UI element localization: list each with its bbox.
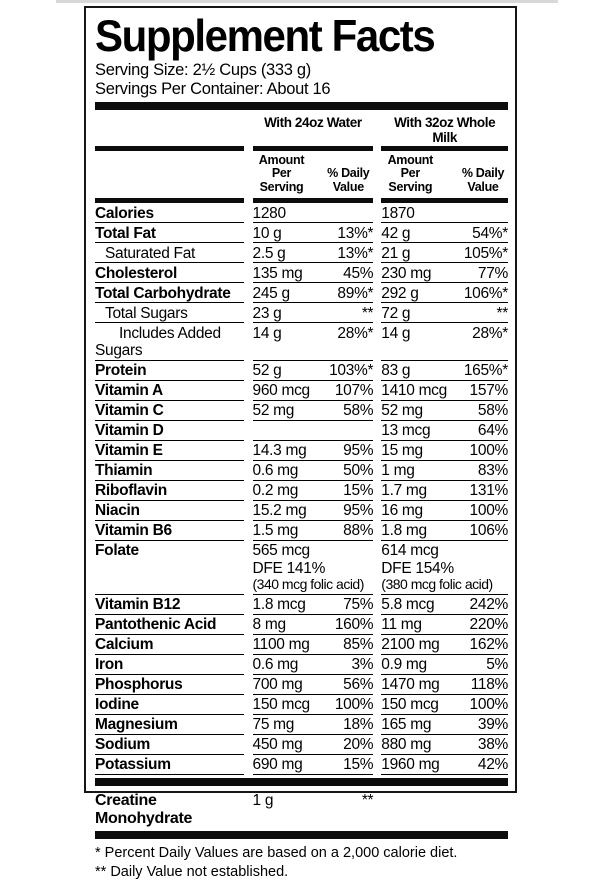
nutrient-row bbox=[95, 521, 508, 541]
nutrient-name: Vitamin C bbox=[95, 402, 164, 420]
panel-title: Supplement Facts bbox=[95, 10, 435, 61]
nutrient-row bbox=[95, 421, 508, 441]
nutrient-row bbox=[95, 595, 508, 615]
milk-cell bbox=[381, 655, 508, 675]
milk-cell bbox=[381, 421, 508, 441]
nutrient-name: Niacin bbox=[95, 502, 140, 520]
milk-daily-value: 100% bbox=[469, 442, 508, 460]
water-cell bbox=[253, 203, 374, 223]
nutrient-row bbox=[95, 381, 508, 401]
water-amount: 0.6 mg bbox=[252, 462, 299, 480]
water-cell bbox=[253, 541, 374, 595]
water-cell bbox=[253, 303, 374, 323]
nutrient-name: Vitamin D bbox=[95, 422, 164, 440]
milk-amount: 5.8 mcg bbox=[381, 596, 435, 614]
water-amount: 700 mg bbox=[252, 676, 303, 694]
nutrient-name: Protein bbox=[95, 362, 147, 380]
water-daily-value: 13%* bbox=[337, 244, 374, 262]
nutrient-row bbox=[95, 501, 508, 521]
water-cell bbox=[253, 635, 374, 655]
water-cell bbox=[253, 421, 374, 441]
milk-cell bbox=[381, 243, 508, 263]
milk-amount: 1470 mg bbox=[381, 676, 440, 694]
water-amount: 960 mcg bbox=[252, 382, 310, 400]
milk-cell bbox=[381, 695, 508, 715]
water-daily-value: 58% bbox=[343, 402, 374, 420]
milk-cell bbox=[381, 481, 508, 501]
nutrient-row bbox=[95, 615, 508, 635]
servings-per-container-text: Servings Per Container: About 16 bbox=[95, 79, 331, 98]
milk-daily-value: 5% bbox=[486, 656, 508, 674]
milk-amount: 1 mg bbox=[381, 462, 415, 480]
nutrient-name: Potassium bbox=[95, 756, 171, 774]
milk-cell bbox=[381, 381, 508, 401]
nutrient-name: Cholesterol bbox=[95, 264, 177, 282]
water-amount: 52 g bbox=[252, 362, 282, 380]
milk-cell bbox=[381, 715, 508, 735]
footnotes bbox=[95, 842, 508, 881]
column-group-headers bbox=[95, 113, 508, 146]
milk-cell bbox=[381, 283, 508, 303]
nutrient-rows bbox=[95, 203, 508, 775]
nutrient-name: Sodium bbox=[95, 736, 151, 754]
milk-amount: 1.7 mg bbox=[381, 482, 427, 500]
milk-amount: 52 mg bbox=[381, 402, 423, 420]
milk-amount: 230 mg bbox=[381, 264, 432, 282]
nutrient-name: Includes Added Sugars bbox=[95, 324, 221, 360]
nutrient-name: Total Sugars bbox=[105, 304, 188, 322]
milk-daily-value: 157% bbox=[469, 382, 508, 400]
milk-daily-value: 38% bbox=[477, 736, 508, 754]
supplement-facts-panel bbox=[84, 6, 517, 880]
nutrient-row bbox=[95, 401, 508, 421]
nutrient-row bbox=[95, 203, 508, 223]
milk-amount: 1960 mg bbox=[381, 756, 440, 774]
milk-daily-value: 83% bbox=[477, 462, 508, 480]
divider-thick-top bbox=[95, 102, 508, 110]
milk-daily-value: 118% bbox=[470, 676, 508, 694]
water-cell bbox=[253, 615, 374, 635]
milk-daily-value: DFE 154% bbox=[381, 559, 454, 577]
nutrient-row bbox=[95, 223, 508, 243]
nutrient-name: Calories bbox=[95, 204, 154, 222]
milk-cell bbox=[381, 401, 508, 421]
water-daily-value: DFE 141% bbox=[252, 559, 326, 577]
water-daily-value: 107% bbox=[334, 382, 374, 400]
folic-acid-note: (340 mcg folic acid) bbox=[252, 576, 364, 593]
milk-amount: 292 g bbox=[381, 284, 419, 302]
milk-amount: 83 g bbox=[381, 362, 411, 380]
milk-amount: 21 g bbox=[381, 244, 411, 262]
water-amount: 2.5 g bbox=[252, 244, 286, 262]
nutrient-name: Total Fat bbox=[95, 224, 156, 242]
water-cell bbox=[253, 381, 374, 401]
milk-daily-value: 131% bbox=[469, 482, 508, 500]
nutrient-name: Vitamin B12 bbox=[95, 596, 181, 614]
nutrient-name: Iron bbox=[95, 656, 124, 674]
milk-cell bbox=[381, 361, 508, 381]
milk-daily-value: 242% bbox=[469, 596, 508, 614]
water-cell bbox=[253, 441, 374, 461]
water-cell bbox=[253, 655, 374, 675]
milk-cell bbox=[381, 303, 508, 323]
nutrient-name: Calcium bbox=[95, 636, 154, 654]
water-cell bbox=[253, 715, 374, 735]
nutrient-name: Magnesium bbox=[95, 716, 178, 734]
water-daily-value: 88% bbox=[343, 522, 374, 540]
milk-amount: 14 g bbox=[381, 324, 411, 342]
nutrient-row bbox=[95, 481, 508, 501]
water-cell bbox=[253, 481, 374, 501]
nutrient-row bbox=[95, 675, 508, 695]
water-cell bbox=[253, 223, 374, 243]
water-cell bbox=[253, 501, 374, 521]
milk-daily-value: 28%* bbox=[472, 324, 508, 342]
subheader-spacer bbox=[95, 151, 244, 199]
footnote-daily-values: * Percent Daily Values are based on a 2,000 calorie diet. bbox=[95, 845, 458, 862]
water-amount: 15.2 mg bbox=[252, 502, 307, 520]
water-daily-value: 15% bbox=[343, 756, 374, 774]
milk-daily-value: 77% bbox=[477, 264, 508, 282]
milk-cell bbox=[381, 461, 508, 481]
milk-daily-value: 162% bbox=[469, 636, 508, 654]
divider-thick-bottom bbox=[95, 831, 508, 839]
water-cell bbox=[253, 521, 374, 541]
milk-cell bbox=[381, 595, 508, 615]
nutrient-row bbox=[95, 283, 508, 303]
milk-amount: 880 mg bbox=[381, 736, 432, 754]
milk-daily-value: 100% bbox=[469, 502, 508, 520]
water-daily-value: 20% bbox=[343, 736, 374, 754]
divider-thick-mid bbox=[95, 778, 508, 786]
milk-cell bbox=[381, 675, 508, 695]
water-amount: 1.8 mcg bbox=[252, 596, 306, 614]
milk-daily-value: 100% bbox=[469, 696, 508, 714]
water-cell bbox=[253, 361, 374, 381]
milk-cell bbox=[381, 735, 508, 755]
milk-cell bbox=[381, 263, 508, 283]
milk-cell bbox=[381, 541, 508, 595]
water-amount: 8 mg bbox=[252, 616, 286, 634]
water-daily-value-label: % Daily Value bbox=[327, 166, 370, 194]
nutrient-row bbox=[95, 715, 508, 735]
water-daily-value: 50% bbox=[343, 462, 374, 480]
water-daily-value: 3% bbox=[351, 656, 374, 674]
water-daily-value: 95% bbox=[343, 502, 374, 520]
water-daily-value: 28%* bbox=[337, 324, 374, 342]
water-amount: 245 g bbox=[252, 284, 290, 302]
milk-cell bbox=[381, 223, 508, 243]
milk-amount: 2100 mg bbox=[381, 636, 440, 654]
milk-column-header: With 32oz Whole Milk bbox=[394, 114, 496, 145]
nutrient-row bbox=[95, 755, 508, 775]
milk-amount: 1.8 mg bbox=[381, 522, 427, 540]
nutrient-name: Riboflavin bbox=[95, 482, 167, 500]
milk-cell bbox=[381, 755, 508, 775]
milk-daily-value-label: % Daily Value bbox=[461, 166, 505, 194]
water-daily-value: 15% bbox=[343, 482, 374, 500]
water-amount: 75 mg bbox=[252, 716, 295, 734]
water-cell bbox=[253, 243, 374, 263]
water-subheader bbox=[253, 151, 374, 199]
header-spacer bbox=[95, 113, 244, 146]
water-daily-value: 56% bbox=[343, 676, 374, 694]
nutrient-name: Vitamin A bbox=[95, 382, 163, 400]
nutrient-row bbox=[95, 323, 508, 361]
water-daily-value: 45% bbox=[343, 264, 374, 282]
water-daily-value: 89%* bbox=[337, 284, 374, 302]
milk-cell bbox=[381, 615, 508, 635]
milk-amount: 0.9 mg bbox=[381, 656, 427, 674]
water-cell bbox=[253, 461, 374, 481]
milk-daily-value: 58% bbox=[477, 402, 508, 420]
water-daily-value: 85% bbox=[343, 636, 374, 654]
water-amount-per-serving-label: Amount Per Serving bbox=[258, 152, 305, 194]
water-amount: 150 mcg bbox=[252, 696, 310, 714]
water-daily-value: 100% bbox=[334, 696, 374, 714]
water-amount: 565 mcg bbox=[252, 542, 310, 560]
milk-daily-value: 54%* bbox=[472, 224, 508, 242]
water-amount: 1280 bbox=[252, 204, 286, 222]
nutrient-name: Iodine bbox=[95, 696, 139, 714]
folic-acid-note: (380 mcg folic acid) bbox=[381, 576, 493, 593]
water-daily-value: 95% bbox=[343, 442, 374, 460]
milk-daily-value: 39% bbox=[477, 716, 508, 734]
nutrient-row bbox=[95, 695, 508, 715]
creatine-amount: 1 g bbox=[252, 792, 274, 810]
milk-amount: 1870 bbox=[381, 204, 415, 222]
water-amount: 0.6 mg bbox=[252, 656, 299, 674]
water-amount: 450 mg bbox=[252, 736, 303, 754]
milk-cell bbox=[381, 521, 508, 541]
milk-amount: 72 g bbox=[381, 304, 411, 322]
water-cell bbox=[253, 755, 374, 775]
milk-amount: 42 g bbox=[381, 224, 411, 242]
serving-size-text: Serving Size: 2½ Cups (333 g) bbox=[95, 60, 312, 79]
sub-headers bbox=[95, 151, 508, 199]
milk-amount: 614 mcg bbox=[381, 542, 439, 560]
nutrient-name: Vitamin B6 bbox=[95, 522, 172, 540]
nutrient-row bbox=[95, 243, 508, 263]
water-daily-value: 75% bbox=[343, 596, 374, 614]
water-cell bbox=[253, 695, 374, 715]
nutrient-name: Folate bbox=[95, 542, 139, 560]
nutrient-row bbox=[95, 655, 508, 675]
creatine-row bbox=[95, 789, 508, 829]
milk-daily-value: 105%* bbox=[463, 244, 508, 262]
water-daily-value: 18% bbox=[343, 716, 374, 734]
milk-daily-value: 106% bbox=[469, 522, 508, 540]
water-amount: 14 g bbox=[252, 324, 282, 342]
water-daily-value: 103%* bbox=[329, 362, 374, 380]
milk-subheader bbox=[381, 151, 508, 199]
milk-daily-value: 106%* bbox=[463, 284, 508, 302]
water-amount: 14.3 mg bbox=[252, 442, 307, 460]
water-amount: 1100 mg bbox=[252, 636, 310, 654]
water-amount: 10 g bbox=[252, 224, 282, 242]
milk-amount: 11 mg bbox=[381, 616, 422, 634]
water-column-header: With 24oz Water bbox=[264, 114, 362, 130]
water-cell bbox=[253, 675, 374, 695]
water-cell bbox=[253, 263, 374, 283]
nutrient-name: Pantothenic Acid bbox=[95, 616, 217, 634]
milk-cell bbox=[381, 441, 508, 461]
milk-cell bbox=[381, 635, 508, 655]
footnote-not-established: ** Daily Value not established. bbox=[95, 863, 289, 880]
water-cell bbox=[253, 283, 374, 303]
water-cell bbox=[253, 735, 374, 755]
nutrient-name: Saturated Fat bbox=[105, 244, 196, 262]
water-cell bbox=[253, 595, 374, 615]
water-amount: 1.5 mg bbox=[252, 522, 299, 540]
water-amount: 690 mg bbox=[252, 756, 303, 774]
milk-cell bbox=[381, 203, 508, 223]
water-cell bbox=[253, 401, 374, 421]
nutrient-row bbox=[95, 361, 508, 381]
scan-edge-artifact bbox=[56, 0, 558, 3]
nutrient-row bbox=[95, 441, 508, 461]
milk-amount: 15 mg bbox=[381, 442, 423, 460]
nutrient-row bbox=[95, 263, 508, 283]
milk-daily-value: 64% bbox=[477, 422, 508, 440]
milk-amount-per-serving-label: Amount Per Serving bbox=[387, 152, 433, 194]
water-cell bbox=[253, 323, 374, 361]
nutrient-row bbox=[95, 461, 508, 481]
milk-daily-value: 42% bbox=[477, 756, 508, 774]
water-amount: 23 g bbox=[252, 304, 282, 322]
creatine-daily-value: ** bbox=[361, 792, 374, 810]
nutrient-name: Phosphorus bbox=[95, 676, 183, 694]
milk-amount: 150 mcg bbox=[381, 696, 439, 714]
milk-amount: 13 mcg bbox=[381, 422, 431, 440]
nutrient-name: Vitamin E bbox=[95, 442, 163, 460]
milk-daily-value: 220% bbox=[469, 616, 508, 634]
water-amount: 52 mg bbox=[252, 402, 295, 420]
nutrient-row bbox=[95, 303, 508, 323]
milk-daily-value: 165%* bbox=[463, 362, 508, 380]
nutrient-name: Thiamin bbox=[95, 462, 153, 480]
water-daily-value: ** bbox=[361, 304, 374, 322]
creatine-label: Creatine Monohydrate bbox=[95, 792, 193, 827]
nutrient-row bbox=[95, 541, 508, 595]
nutrient-row bbox=[95, 635, 508, 655]
milk-amount: 165 mg bbox=[381, 716, 432, 734]
water-daily-value: 160% bbox=[334, 616, 374, 634]
water-amount: 0.2 mg bbox=[252, 482, 299, 500]
nutrient-row bbox=[95, 735, 508, 755]
water-amount: 135 mg bbox=[252, 264, 303, 282]
milk-cell bbox=[381, 501, 508, 521]
milk-cell bbox=[381, 323, 508, 361]
milk-daily-value: ** bbox=[496, 304, 508, 322]
milk-amount: 1410 mcg bbox=[381, 382, 447, 400]
nutrient-name: Total Carbohydrate bbox=[95, 284, 231, 302]
milk-amount: 16 mg bbox=[381, 502, 423, 520]
water-daily-value: 13%* bbox=[337, 224, 374, 242]
